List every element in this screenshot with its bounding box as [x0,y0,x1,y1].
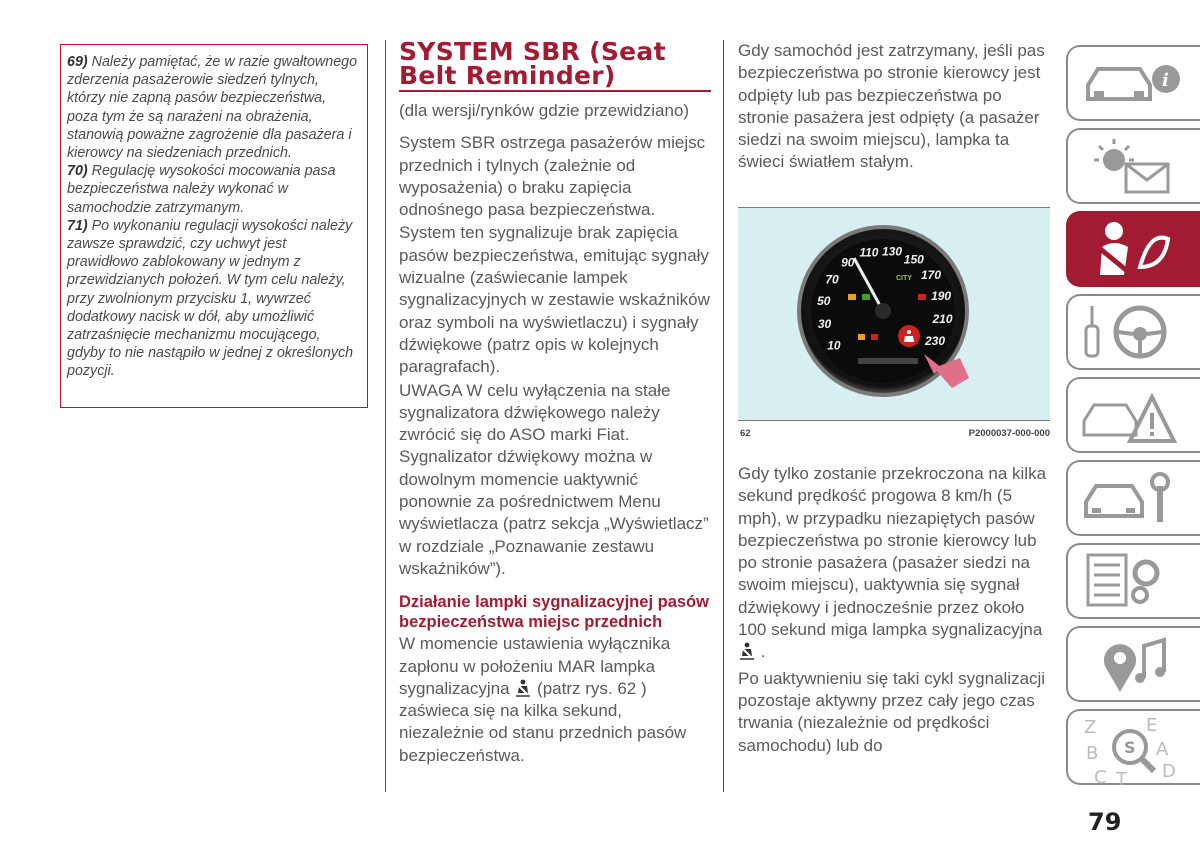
column-divider [385,40,386,792]
maintenance-icon [1080,466,1190,530]
speed-tick-label: 230 [924,334,946,348]
warning-71: 71) Po wykonaniu regulacji wysokości należy zawsze sprawdzić, czy uchwyt jest prawidłowo zablokowany w jednym z przewidzianych położeń. W tym celu należy, przy zwolnionym przycisku 1, wywrzeć dodatkowy nacisk w dół, aby umożliwić zatrzaśnięcie mechanizmu mocującego, gdyby to nie nastąpiło w jednej z określonych pozycji. [67,217,354,380]
page-number: 79 [1088,808,1122,836]
city-label: CITY [896,275,912,282]
tab-index[interactable] [1066,709,1200,785]
paragraph-versions: (dla wersji/rynków gdzie przewidziano) [399,101,690,120]
speed-tick-label: 130 [881,244,903,259]
figure-number: 62 [740,428,751,439]
paragraph-threshold: Gdy tylko zostanie przekroczona na kilka sekund prędkość progowa 8 km/h (5 mph), w przypadku niezapiętych pasów bezpieczeństwa po stronie kierowcy lub po stronie pasażera (pasażer siedzi na swoim miejscu), uaktywnia się sygnał dźwiękowy i jednocześnie przez około 100 sekund miga lampka sygnalizacyjna . [738,464,1047,662]
paragraph-cycle: Po uaktywnieniu się taki cykl sygnalizacji pozostaje aktywny przez cały jego czas trwania (niezależnie od prędkości samochodu) lub do [738,668,1046,755]
paragraph-signals: System ten sygnalizuje brak zapięcia pasów bezpieczeństwa, emitując sygnały wizualne (zaświecanie lampek sygnalizacyjnych w zestawie wskaźników oraz symboli na wyświetlaczu) i sygnały dźwiękowe (patrz opis w kolejnych paragrafach). [399,223,710,377]
figure-62 [738,207,1050,421]
warnings-box [60,44,368,408]
warning-light-amber [858,334,865,340]
tab-safety[interactable] [1066,211,1200,287]
index-letter: C [1094,767,1107,787]
subsection-heading: Działanie lampki sygnalizacyjnej pasów bezpieczeństwa miejsc przednich [399,593,709,632]
index-letter: E [1146,715,1158,736]
index-letter: S [1124,738,1136,757]
svg-text:i: i [1162,70,1169,91]
column-divider [723,40,724,792]
tab-emergency[interactable] [1066,377,1200,453]
speed-tick-label: 70 [825,272,839,287]
speed-tick-label: 210 [932,312,953,327]
speed-tick-label: 90 [841,255,855,270]
paragraph-mar: W momencie ustawienia wyłącznika zapłonu w położeniu MAR lampka sygnalizacyjna (patrz rys. 62 ) zaświeca się na kilka sekund, niezależnie od stanu przednich pasów bezpieczeństwa. [399,634,687,765]
figure-code: P2000037-000-000 [968,428,1050,439]
section-title: SYSTEM SBR (Seat Belt Reminder) [399,40,711,92]
index-letter: D [1162,761,1176,782]
tab-maintenance[interactable] [1066,460,1200,536]
speed-tick-label: 30 [817,317,832,332]
emergency-icon [1080,383,1190,447]
car-info-icon [1080,51,1190,115]
safety-icon [1080,217,1190,281]
speed-tick-label: 190 [931,288,952,303]
seatbelt-warning-icon [738,642,756,660]
speedometer-illustration [738,208,1050,420]
tab-starting-driving[interactable] [1066,294,1200,370]
speed-tick-label: 10 [827,338,841,353]
right-column [738,40,1050,174]
steering-wheel-icon [1080,300,1190,364]
warning-69: 69) Należy pamiętać, że w razie gwałtownego zderzenia pasażerowie siedzeń tylnych, którzy nie zapną pasów bezpieczeństwa, poza tym że są narażeni na obrażenia, stanowią poważne zagrożenie dla pasażera i kierowcy na siedzeniach przednich. [67,54,358,162]
index-letter: B [1086,743,1099,764]
right-column-lower [738,463,1050,757]
tab-car-info[interactable] [1066,45,1200,121]
needle-hub [875,303,891,319]
speed-tick-label: 50 [817,294,831,309]
warning-light-amber [848,294,856,300]
technical-data-icon [1080,549,1190,613]
index-letter: T [1116,769,1127,787]
tab-technical-data[interactable] [1066,543,1200,619]
tab-lights-messages[interactable] [1066,128,1200,204]
warning-light-green [862,294,870,300]
index-icon [1080,715,1190,787]
paragraph-intro: System SBR ostrzega pasażerów miejsc przednich i tylnych (zależnie od wyposażenia) o braku zapięcia odnośnego pasa bezpieczeństwa. [399,133,706,220]
lights-messages-icon [1080,134,1190,198]
warning-light-red [871,334,878,340]
index-letter: Z [1084,717,1097,738]
seatbelt-warning-icon [514,679,532,697]
main-column [399,37,711,767]
odometer-display [858,358,918,364]
paragraph-stationary: Gdy samochód jest zatrzymany, jeśli pas bezpieczeństwa po stronie kierowcy jest odpięty lub pas bezpieczeństwa po stronie pasażera jest odpięty (a pasażer siedzi na swoim miejscu), lampka ta świeci światłem stałym. [738,41,1045,172]
warning-light-red [918,294,926,300]
multimedia-icon [1080,632,1190,696]
paragraph-note: UWAGA W celu wyłączenia na stałe sygnalizatora dźwiękowego należy zwrócić się do ASO marki Fiat. Sygnalizator dźwiękowy można w dowolnym momencie uaktywnić ponownie za pośrednictwem Menu wyświetlacza (patrz sekcja „Wyświetlacz” w rozdziale „Poznawanie zestawu wskaźników”). [399,380,709,578]
warning-70: 70) Regulację wysokości mocowania pasa bezpieczeństwa należy wykonać w samochodzie zatrzymanym. [67,163,336,216]
speed-tick-label: 110 [859,245,879,260]
speed-tick-label: 150 [903,252,924,267]
tab-multimedia[interactable] [1066,626,1200,702]
speed-tick-label: 170 [920,268,942,282]
index-letter: A [1156,739,1169,760]
